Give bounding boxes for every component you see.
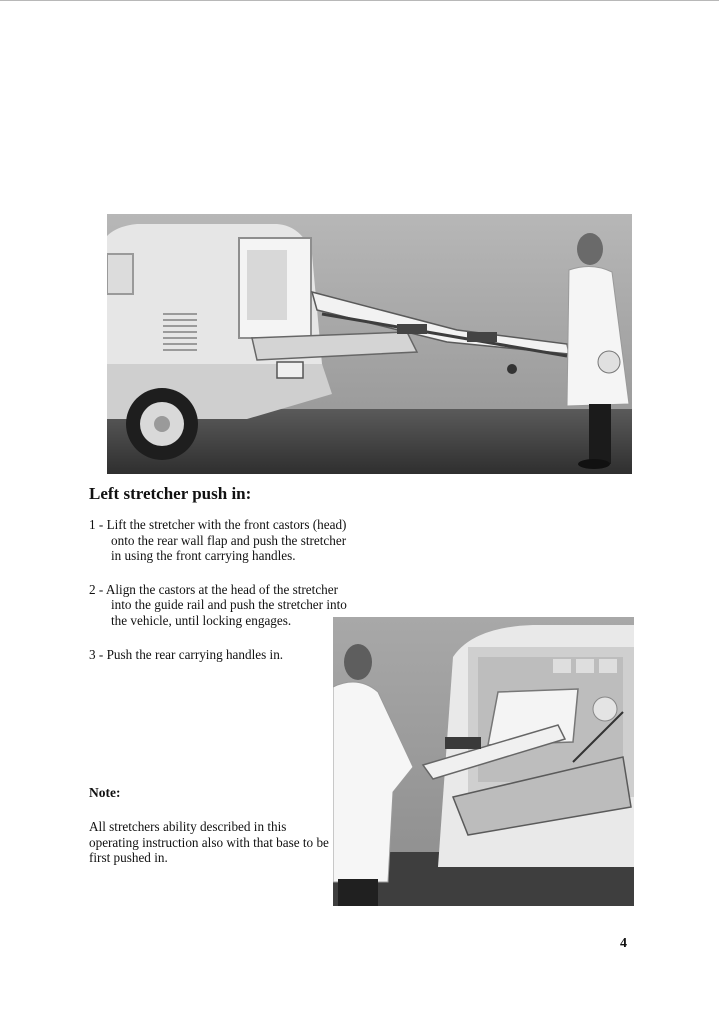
- note-heading: Note:: [89, 785, 121, 800]
- step-1: 1 - Lift the stretcher with the front castors (head) onto the rear wall flap and push the stretcher in using the front carrying handles.: [89, 517, 347, 564]
- section-heading: Left stretcher push in:: [89, 484, 252, 503]
- step-2: 2 - Align the castors at the head of the stretcher into the guide rail and push the stretcher into the vehicle, until locking engages.: [89, 581, 347, 628]
- step-3: 3 - Push the rear carrying handles in.: [89, 646, 284, 662]
- photo-stretcher-pushed-in: [333, 617, 634, 906]
- instruction-steps: [89, 517, 359, 680]
- page-number: 4: [620, 936, 627, 951]
- note-text: All stretchers ability described in this operating instruction also with that base to be first pushed in.: [89, 819, 329, 866]
- photo-van-stretcher-loading: [107, 214, 632, 474]
- top-rule: [0, 0, 719, 1]
